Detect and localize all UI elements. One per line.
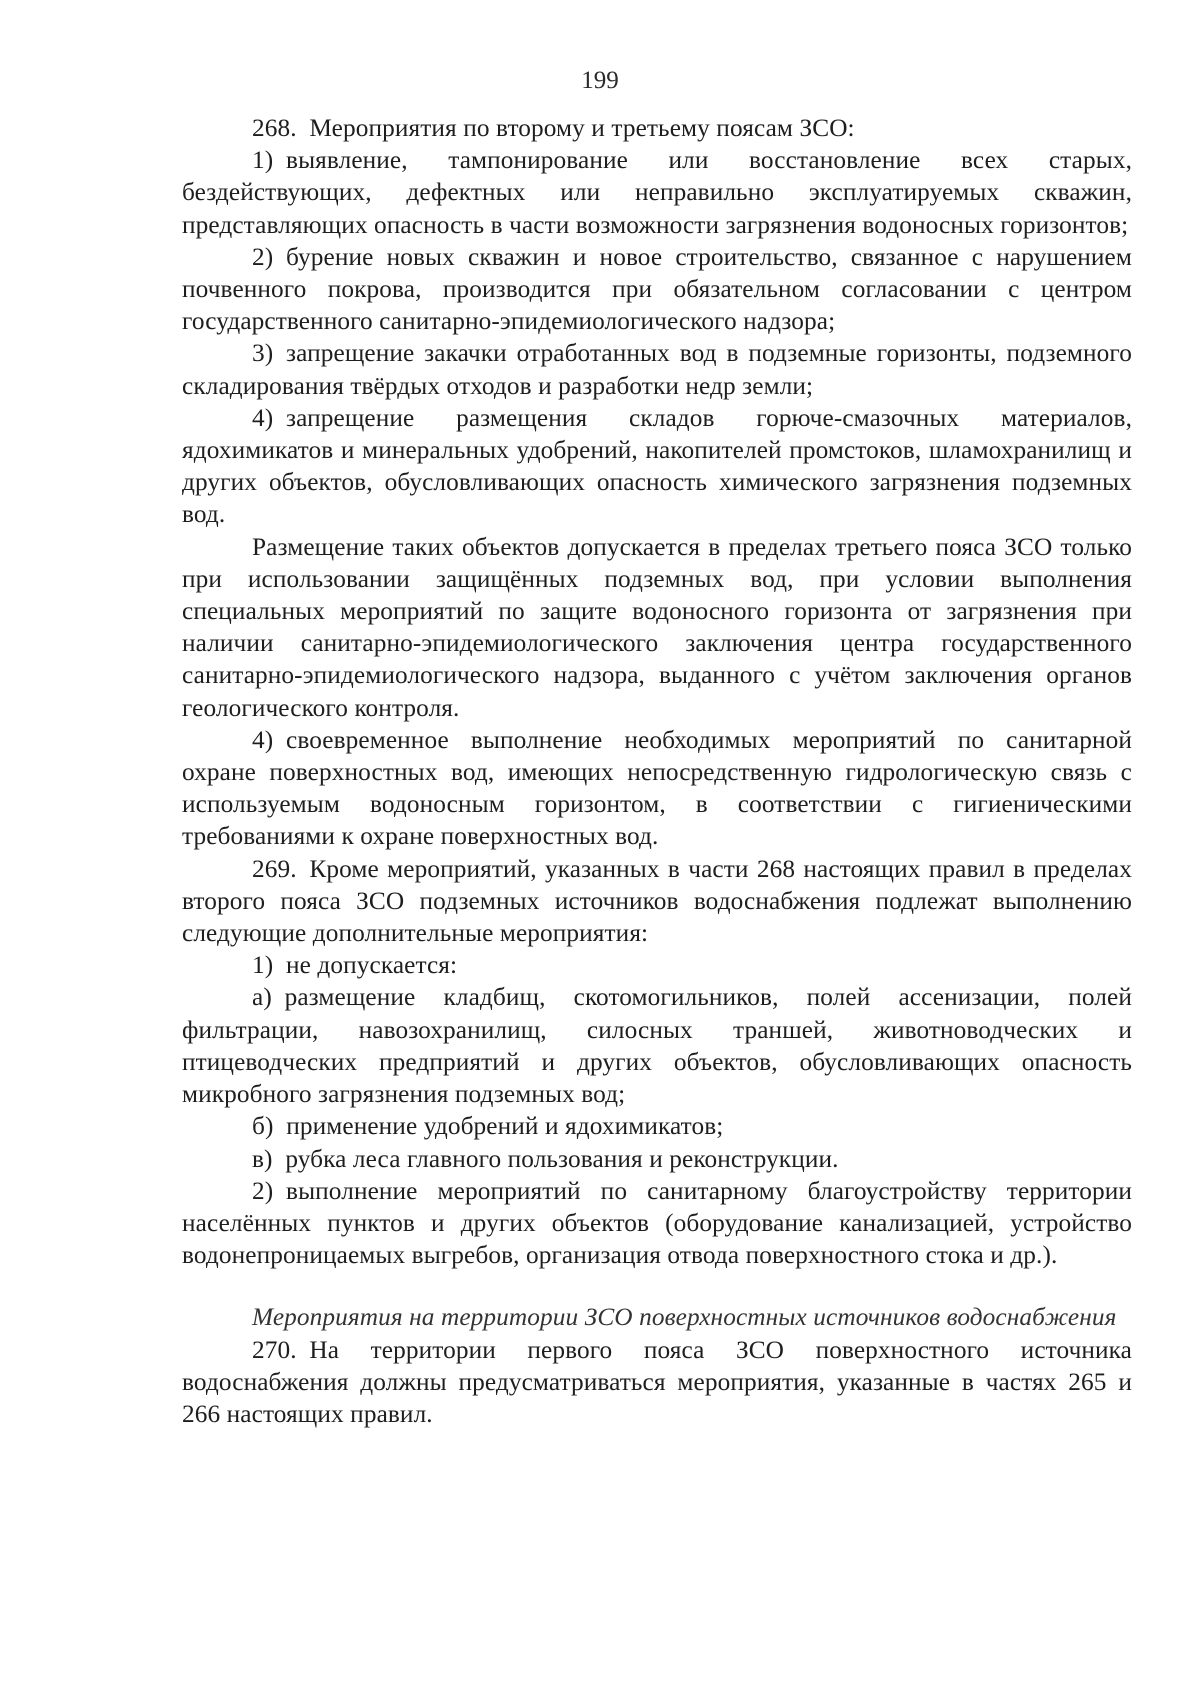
paragraph-269-item-2: 2) выполнение мероприятий по санитарному благоустройству территории населённых пунктов и других объектов (оборудование канализацией, устройство водонепроницаемых выгребов, организация отвода поверхностного стока и др.). (182, 1176, 1132, 1270)
section-heading: Мероприятия на территории ЗСО поверхностных источников водоснабжения (252, 1303, 1117, 1332)
paragraph-268-item-2: 2) бурение новых скважин и новое строительство, связанное с нарушением почвенного покрова, производится при обязательном согласовании с центром государственного санитарно-эпидемиологического надзора; (182, 242, 1132, 336)
paragraph-placement-conditions: Размещение таких объектов допускается в пределах третьего пояса ЗСО только при использовании защищённых подземных вод, при условии выполнения специальных мероприятий по защите водоносного горизонта от загрязнения при наличии санитарно-эпидемиологического заключения центра государственного санитарно-эпидемиологического надзора, выданного с учётом заключения органов геологического контроля. (182, 532, 1132, 722)
paragraph-268-item-4b: 4) своевременное выполнение необходимых мероприятий по санитарной охране поверхностных вод, имеющих непосредственную гидрологическую связь с используемым водоносным горизонтом, в соответствии с гигиеническими требованиями к охране поверхностных вод. (182, 725, 1132, 851)
paragraph-268-item-4: 4) запрещение размещения складов горюче-смазочных материалов, ядохимикатов и минеральных удобрений, накопителей промстоков, шламохранилищ и других объектов, обусловливающих опасность химического загрязнения подземных вод. (182, 403, 1132, 529)
paragraph-268-item-3: 3) запрещение закачки отработанных вод в подземные горизонты, подземного складирования твёрдых отходов и разработки недр земли; (182, 339, 1132, 400)
paragraph-269-heading: 269. Кроме мероприятий, указанных в части 268 настоящих правил в пределах второго пояса ЗСО подземных источников водоснабжения подлежат выполнению следующие дополнительные мероприятия: (182, 854, 1132, 948)
paragraph-269-item-1b: б) применение удобрений и ядохимикатов; (252, 1112, 724, 1141)
paragraph-268-item-1: 1) выявление, тампонирование или восстановление всех старых, бездействующих, дефектных или неправильно эксплуатируемых скважин, представляющих опасность в части возможности загрязнения водоносных горизонтов; (182, 146, 1132, 239)
page-number: 199 (581, 67, 619, 94)
document-body (182, 112, 1132, 1430)
paragraph-269-item-1a: а) размещение кладбищ, скотомогильников, полей ассенизации, полей фильтрации, навозохранилищ, силосных траншей, животноводческих и птицеводческих предприятий и других объектов, обусловливающих опасность микробного загрязнения подземных вод; (182, 983, 1132, 1109)
paragraph-268-heading: 268. Мероприятия по второму и третьему поясам ЗСО: (252, 114, 855, 142)
paragraph-269-item-1: 1) не допускается: (252, 951, 458, 980)
section-spacer (182, 1271, 1132, 1301)
paragraph-270: 270. На территории первого пояса ЗСО поверхностного источника водоснабжения должны предусматриваться мероприятия, указанные в частях 265 и 266 настоящих правил. (182, 1335, 1132, 1428)
paragraph-269-item-1c: в) рубка леса главного пользования и реконструкции. (252, 1144, 839, 1173)
